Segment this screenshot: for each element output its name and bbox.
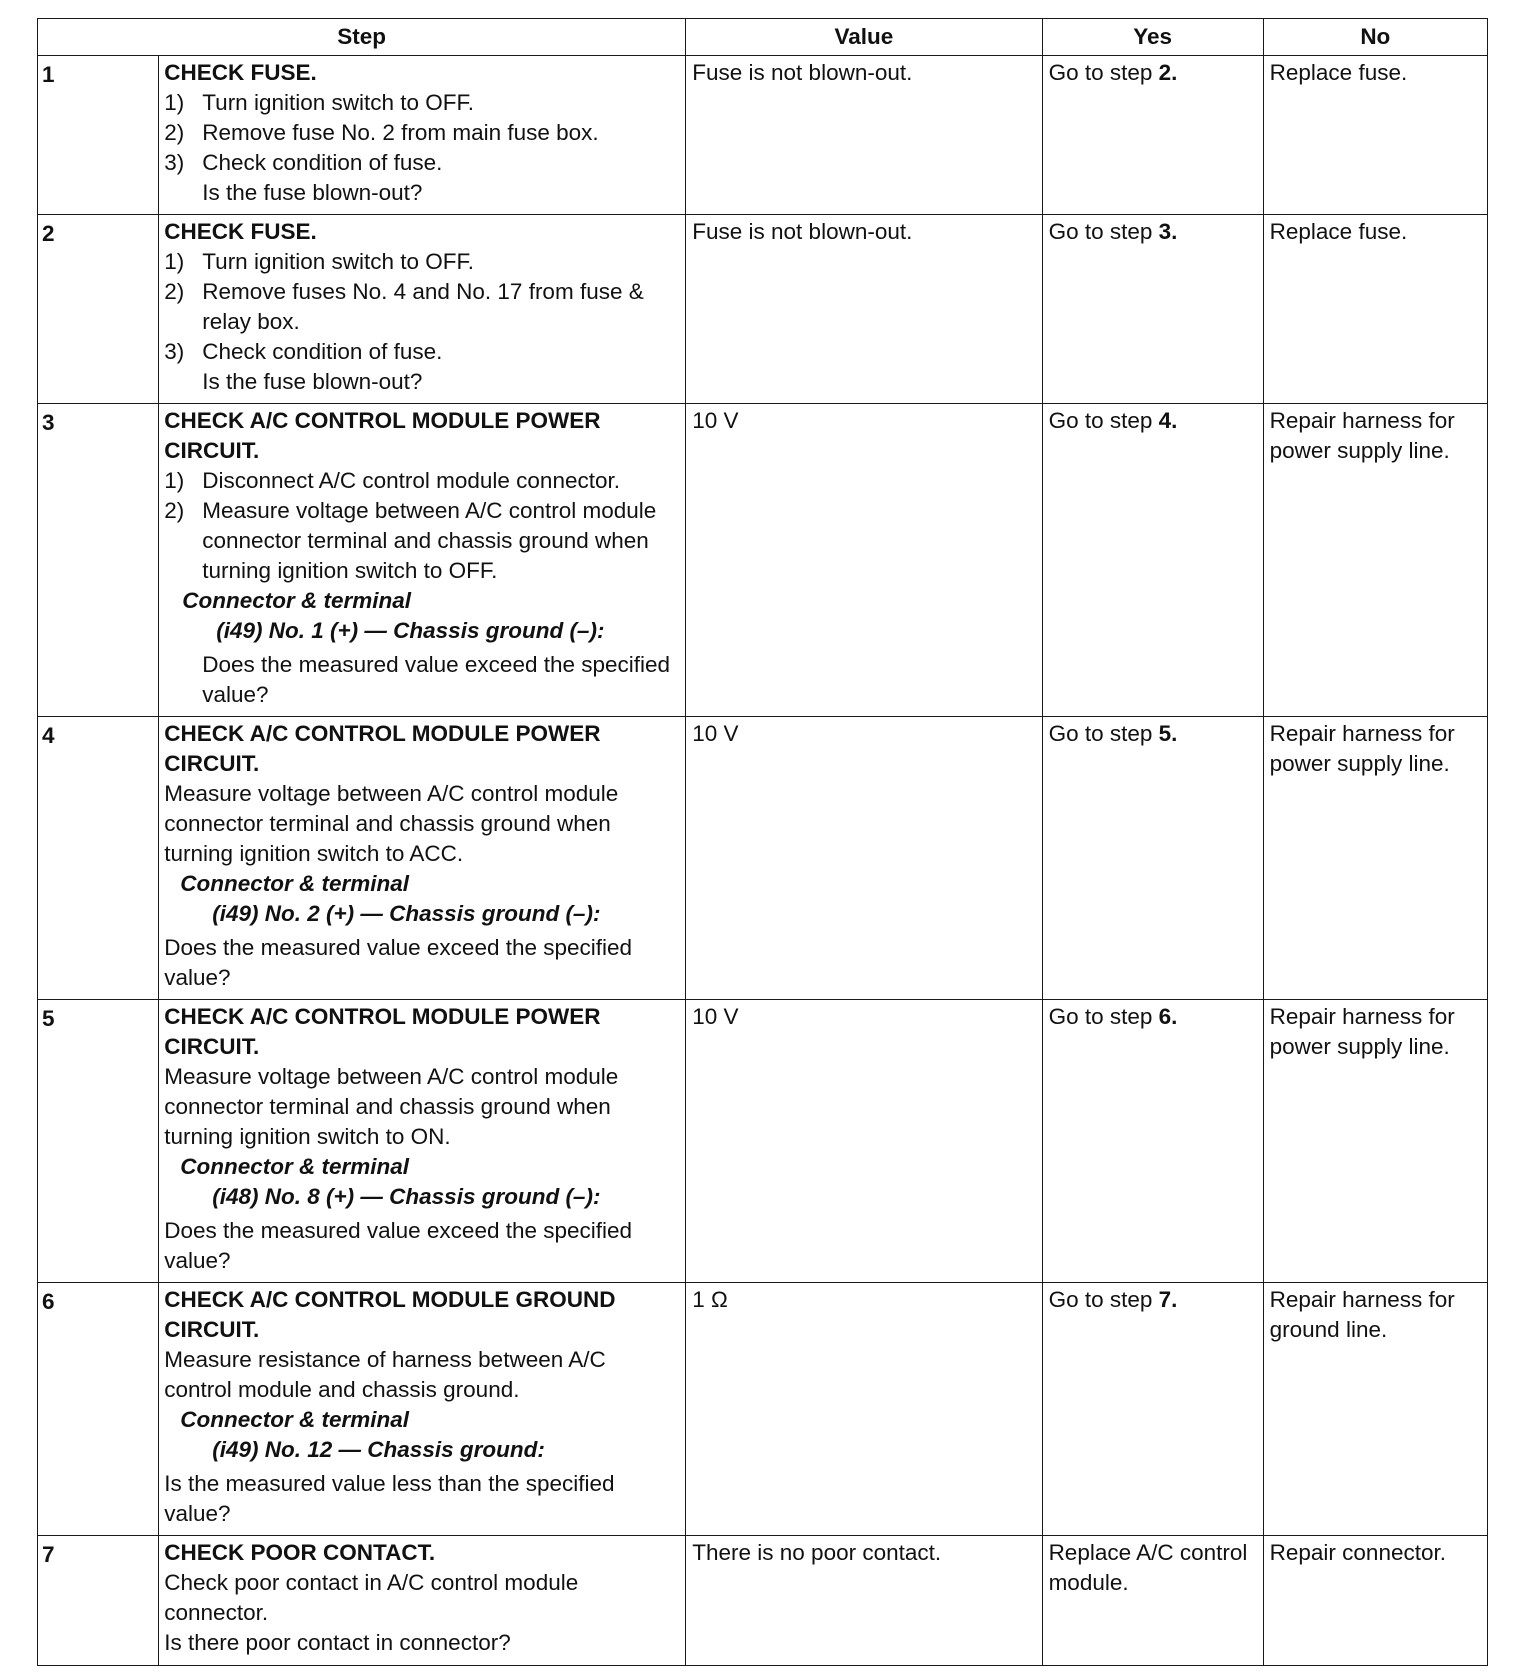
step-yes: Go to step 2. [1042, 56, 1263, 215]
step-value: Fuse is not blown-out. [686, 56, 1042, 215]
table-row [38, 1283, 1488, 1536]
step-no: Repair harness for ground line. [1263, 1283, 1487, 1536]
step-no: Replace fuse. [1263, 56, 1487, 215]
step-question: Does the measured value exceed the specified value? [202, 652, 671, 707]
header-yes: Yes [1042, 19, 1263, 56]
step-yes: Go to step 7. [1042, 1283, 1263, 1536]
connector-detail: (i48) No. 8 (+) — Chassis ground (–): [212, 1184, 601, 1209]
table-row [38, 1000, 1488, 1283]
connector-label: Connector & terminal [182, 588, 412, 613]
header-no: No [1263, 19, 1487, 56]
step-value: 10 V [686, 1000, 1042, 1283]
step-procedure [159, 1283, 686, 1536]
connector-label: Connector & terminal [180, 871, 410, 896]
step-question: Is the measured value less than the specified value? [164, 1471, 615, 1526]
procedure-item: 2) Remove fuses No. 4 and No. 17 from fuse & relay box. [164, 279, 644, 334]
table-row [38, 215, 1488, 404]
step-value: There is no poor contact. [686, 1536, 1042, 1666]
connector-detail: (i49) No. 1 (+) — Chassis ground (–): [216, 618, 605, 643]
step-number: 1 [38, 56, 159, 215]
table-row [38, 404, 1488, 717]
step-procedure [159, 717, 686, 1000]
procedure-item: 3) Check condition of fuse. [164, 150, 443, 175]
step-title: CHECK A/C CONTROL MODULE POWER CIRCUIT. [164, 408, 601, 463]
step-body: Measure voltage between A/C control module connector terminal and chassis ground when turning ignition switch to ACC. [164, 781, 619, 866]
step-yes: Go to step 3. [1042, 215, 1263, 404]
step-procedure [159, 1536, 686, 1666]
step-value: 1 Ω [686, 1283, 1042, 1536]
step-number: 2 [38, 215, 159, 404]
step-yes: Replace A/C control module. [1042, 1536, 1263, 1666]
step-title: CHECK FUSE. [164, 219, 317, 244]
procedure-item: 2) Remove fuse No. 2 from main fuse box. [164, 120, 599, 145]
step-title: CHECK POOR CONTACT. [164, 1540, 436, 1565]
step-no: Repair harness for power supply line. [1263, 717, 1487, 1000]
table-row [38, 717, 1488, 1000]
step-value: 10 V [686, 404, 1042, 717]
step-no: Repair harness for power supply line. [1263, 1000, 1487, 1283]
connector-label: Connector & terminal [180, 1407, 410, 1432]
step-question: Is there poor contact in connector? [164, 1630, 511, 1655]
table-row [38, 1536, 1488, 1666]
header-value: Value [686, 19, 1042, 56]
diagnostic-table [37, 18, 1488, 1666]
step-no: Replace fuse. [1263, 215, 1487, 404]
step-procedure [159, 404, 686, 717]
step-body: Measure resistance of harness between A/C control module and chassis ground. [164, 1347, 606, 1402]
header-step: Step [38, 19, 686, 56]
procedure-item: 1) Turn ignition switch to OFF. [164, 90, 475, 115]
step-number: 3 [38, 404, 159, 717]
step-number: 4 [38, 717, 159, 1000]
step-yes: Go to step 6. [1042, 1000, 1263, 1283]
step-yes: Go to step 4. [1042, 404, 1263, 717]
connector-detail: (i49) No. 12 — Chassis ground: [212, 1437, 545, 1462]
step-procedure [159, 215, 686, 404]
step-procedure [159, 1000, 686, 1283]
step-title: CHECK FUSE. [164, 60, 317, 85]
step-question: Is the fuse blown-out? [202, 369, 423, 394]
step-no: Repair harness for power supply line. [1263, 404, 1487, 717]
step-title: CHECK A/C CONTROL MODULE GROUND CIRCUIT. [164, 1287, 616, 1342]
connector-detail: (i49) No. 2 (+) — Chassis ground (–): [212, 901, 601, 926]
step-value: 10 V [686, 717, 1042, 1000]
step-title: CHECK A/C CONTROL MODULE POWER CIRCUIT. [164, 721, 601, 776]
step-body: Measure voltage between A/C control module connector terminal and chassis ground when turning ignition switch to ON. [164, 1064, 619, 1149]
procedure-item: 3) Check condition of fuse. [164, 339, 443, 364]
step-question: Does the measured value exceed the specified value? [164, 1218, 633, 1273]
procedure-item: 2) Measure voltage between A/C control module connector terminal and chassis ground when turning ignition switch to OFF. [164, 498, 657, 583]
table-row [38, 56, 1488, 215]
step-title: CHECK A/C CONTROL MODULE POWER CIRCUIT. [164, 1004, 601, 1059]
step-procedure [159, 56, 686, 215]
step-question: Does the measured value exceed the specified value? [164, 935, 633, 990]
step-number: 5 [38, 1000, 159, 1283]
step-number: 6 [38, 1283, 159, 1536]
step-yes: Go to step 5. [1042, 717, 1263, 1000]
step-no: Repair connector. [1263, 1536, 1487, 1666]
step-body: Check poor contact in A/C control module connector. [164, 1570, 579, 1625]
procedure-item: 1) Turn ignition switch to OFF. [164, 249, 475, 274]
connector-label: Connector & terminal [180, 1154, 410, 1179]
procedure-item: 1) Disconnect A/C control module connector. [164, 468, 620, 493]
step-question: Is the fuse blown-out? [202, 180, 423, 205]
step-number: 7 [38, 1536, 159, 1666]
step-value: Fuse is not blown-out. [686, 215, 1042, 404]
header-row [38, 19, 1488, 56]
